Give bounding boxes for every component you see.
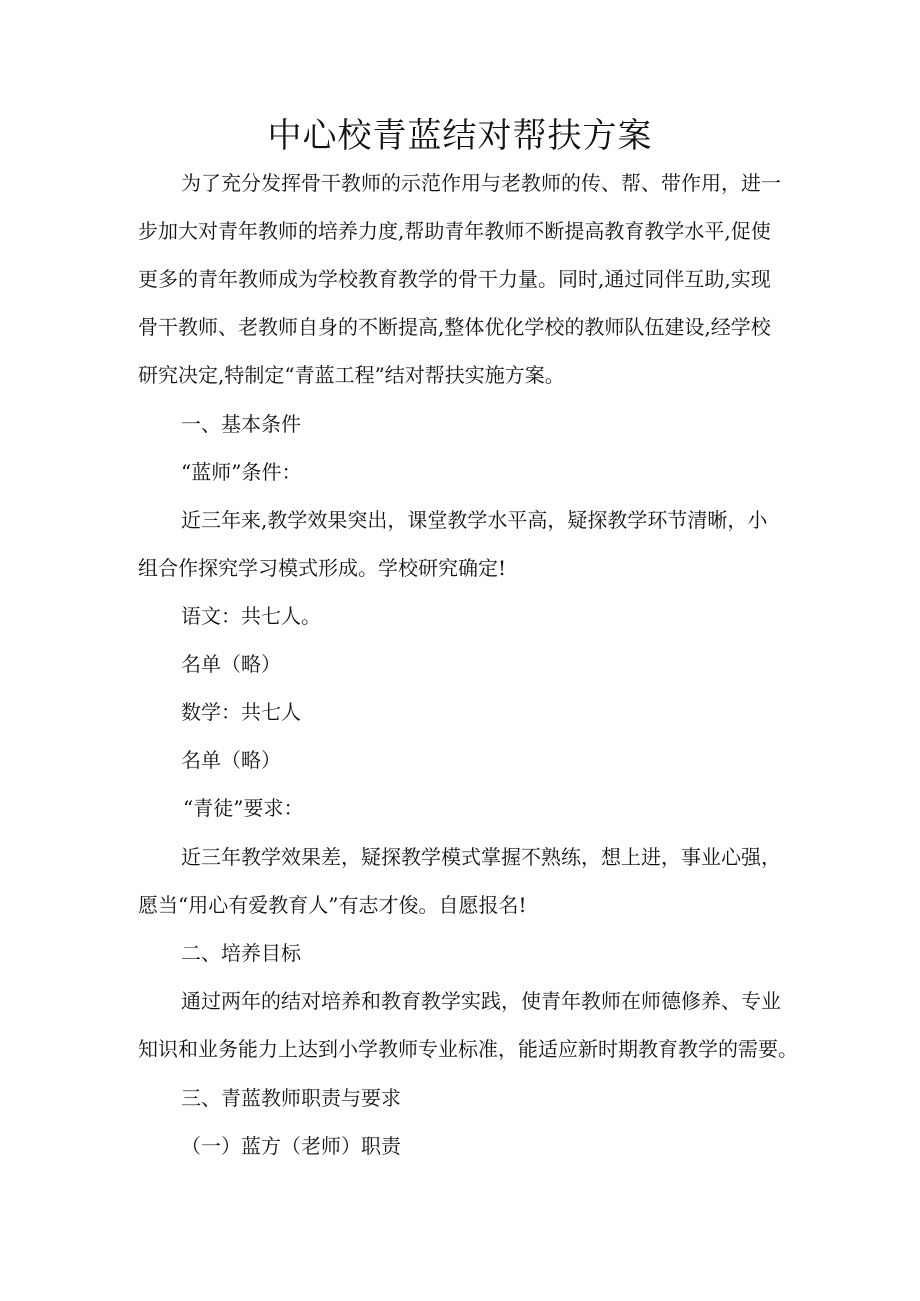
subsection-heading: “蓝师”条件： (181, 460, 302, 484)
subsection-heading: （一）蓝方（老师）职责 (181, 1134, 401, 1158)
list-item: 数学：共七人 (181, 700, 301, 724)
paragraph-line: 组合作探究学习模式形成。学校研究确定! (138, 556, 507, 580)
paragraph-line: 近三年教学效果差，疑探教学模式掌握不熟练，想上进，事业心强， (181, 845, 781, 869)
paragraph-line: 愿当“用心有爱教育人”有志才俊。自愿报名! (138, 893, 527, 917)
document-title: 中心校青蓝结对帮扶方案 (267, 116, 653, 156)
paragraph-line: 步加大对青年教师的培养力度,帮助青年教师不断提高教育教学水平,促使 (138, 219, 771, 243)
list-item: 名单（略） (181, 652, 281, 676)
section-heading: 三、青蓝教师职责与要求 (181, 1086, 401, 1110)
list-item: 语文：共七人。 (181, 604, 321, 628)
paragraph-line: 更多的青年教师成为学校教育教学的骨干力量。同时,通过同伴互助,实现 (138, 267, 771, 291)
section-heading: 二、培养目标 (181, 941, 301, 965)
subsection-heading: “青徒”要求： (183, 796, 304, 820)
paragraph-line: 近三年来,教学效果突出，课堂教学水平高，疑探教学环节清晰，小 (181, 508, 768, 532)
paragraph-line: 骨干教师、老教师自身的不断提高,整体优化学校的教师队伍建设,经学校 (138, 315, 771, 339)
section-heading: 一、基本条件 (181, 412, 301, 436)
paragraph-line: 通过两年的结对培养和教育教学实践，使青年教师在师德修养、专业 (181, 989, 781, 1013)
list-item: 名单（略） (181, 748, 281, 772)
paragraph-line: 为了充分发挥骨干教师的示范作用与老教师的传、帮、带作用，进一 (181, 171, 781, 195)
paragraph-line: 研究决定,特制定“青蓝工程”结对帮扶实施方案。 (138, 363, 565, 387)
paragraph-line: 知识和业务能力上达到小学教师专业标准，能适应新时期教育教学的需要。 (138, 1037, 798, 1061)
